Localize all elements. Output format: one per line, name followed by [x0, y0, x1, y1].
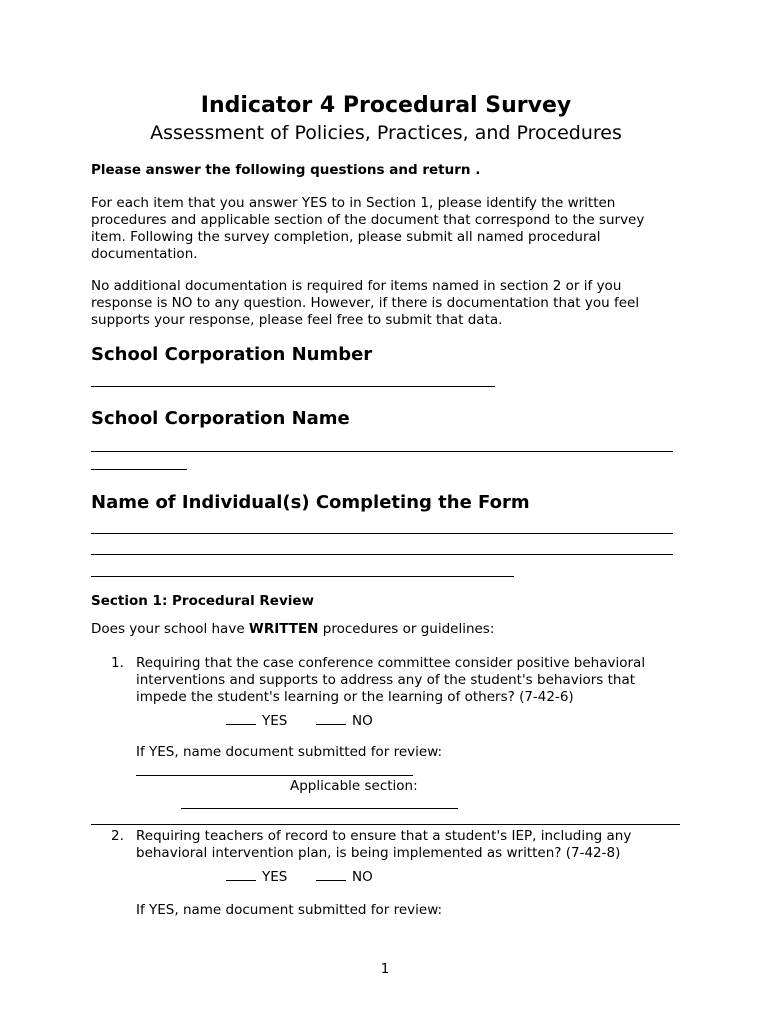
yes-blank[interactable]	[226, 867, 256, 881]
item-text: Requiring that the case conference committee consider positive behavioral interventions and supports to address any of the student's behaviors that impede the student's learning or the learning of others? (7-42-6)	[136, 655, 646, 705]
page-subtitle: Assessment of Policies, Practices, and Procedures	[150, 122, 622, 144]
yes-blank[interactable]	[226, 711, 256, 725]
item1-doc-label: If YES, name document submitted for review:	[136, 744, 443, 760]
completers-label: Name of Individual(s) Completing the Form	[91, 492, 530, 513]
question-suffix: procedures or guidelines:	[318, 621, 495, 637]
survey-item-2	[111, 828, 671, 868]
item-text: Requiring teachers of record to ensure that a student's IEP, including any behavioral intervention plan, is being implemented as written? (7-42-8)	[136, 828, 632, 861]
no-blank[interactable]	[316, 711, 346, 725]
question-emphasis: WRITTEN	[248, 621, 319, 637]
item2-no-option[interactable]	[316, 867, 373, 886]
paragraph-1: For each item that you answer YES to in Section 1, please identify the written procedures and applicable section of the document that correspond to the survey item. Following the survey completion, please submit all named procedural documentation.	[91, 195, 645, 262]
completers-blank-3[interactable]	[91, 576, 514, 577]
yes-label: YES	[262, 713, 288, 729]
corp-number-blank[interactable]	[91, 386, 495, 387]
item1-section-label: Applicable section:	[290, 778, 418, 794]
no-label: NO	[352, 869, 373, 885]
item-number: 1.	[111, 655, 124, 671]
completers-blank-1[interactable]	[91, 533, 673, 534]
corp-name-label: School Corporation Name	[91, 408, 350, 429]
completers-blank-2[interactable]	[91, 554, 673, 555]
paragraph-2: No additional documentation is required for items named in section 2 or if you response is NO to any question. However, if there is documentation that you feel supports your response, please feel free to submit that data.	[91, 278, 640, 328]
no-blank[interactable]	[316, 867, 346, 881]
corp-name-blank-1[interactable]	[91, 451, 673, 452]
corp-number-label: School Corporation Number	[91, 344, 373, 365]
item1-section-blank[interactable]	[181, 808, 458, 809]
question-prefix: Does your school have	[91, 621, 249, 637]
item-number: 2.	[111, 828, 124, 844]
item-divider	[91, 824, 680, 825]
item2-doc-label: If YES, name document submitted for review:	[136, 902, 443, 918]
section1-question	[91, 621, 671, 638]
yes-label: YES	[262, 869, 288, 885]
section1-heading: Section 1: Procedural Review	[91, 593, 315, 609]
survey-item-1	[111, 655, 671, 715]
no-label: NO	[352, 713, 373, 729]
item1-yes-option[interactable]	[226, 711, 287, 730]
page-title: Indicator 4 Procedural Survey	[200, 93, 572, 118]
instructions: Please answer the following questions and return .	[91, 162, 481, 178]
page-number: 1	[380, 961, 390, 977]
item1-doc-blank[interactable]	[136, 775, 413, 776]
item2-yes-option[interactable]	[226, 867, 287, 886]
item1-no-option[interactable]	[316, 711, 373, 730]
corp-name-blank-2[interactable]	[91, 469, 187, 470]
